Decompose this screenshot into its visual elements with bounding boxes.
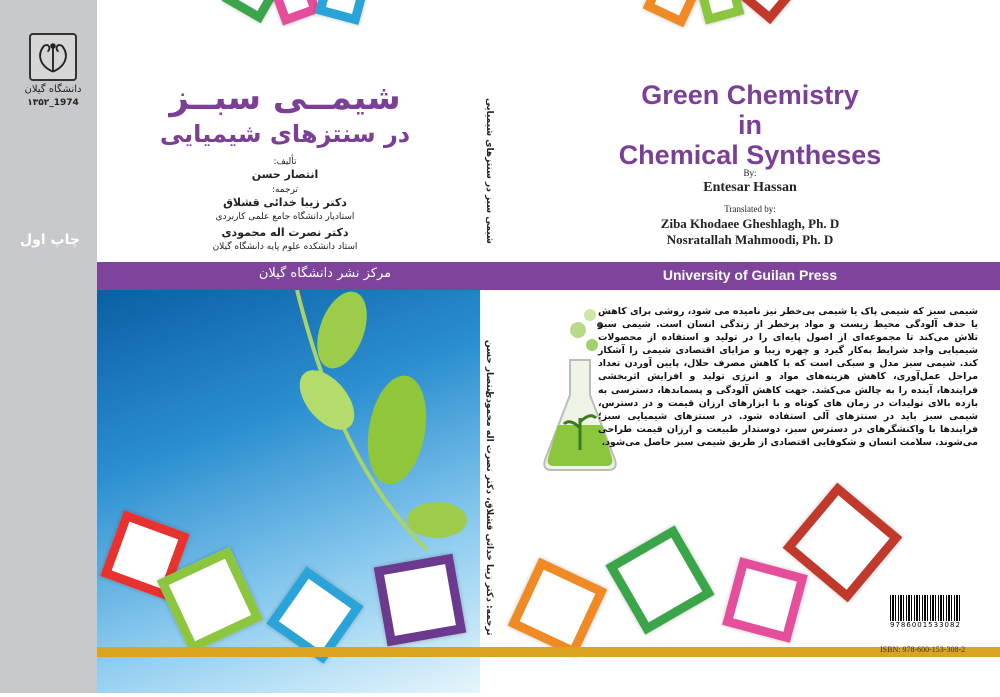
front-translator-1: دکتر زیبا خدائی قشلاق [223,196,347,209]
decor-square [315,0,370,25]
translation-label: ترجمه: [271,185,299,195]
front-translator-2: دکتر نصرت اله محمودی [221,226,349,239]
translated-label: Translated by: [724,204,776,214]
spine-translators: ترجمه: دکتر زیبا خدائی قشلاق، دکتر نصرت اله محمودی [484,390,494,636]
spine-title: شیمی سبز در سنتزهای شیمیایی [484,98,494,244]
spine-author: انتصار حسن [484,340,494,395]
logo-text: دانشگاه گیلان [24,84,82,95]
university-logo-icon [29,33,77,81]
back-translator-1: Ziba Khodaee Gheshlagh, Ph. D [660,216,840,231]
title-line: Chemical Syntheses [618,140,882,170]
back-blurb: شیمی سبز که شیمی پاک یا شیمی بی‌خطر نیز نامیده می شود، روشی برای کاهش یا حذف آلودگی محیط زیست و مواد پرخطر از زندگی انسان است. شیمی سبز تلاش می‌کند تا مجموعه‌ای از اصول پایه‌ای را در تولید و استفاده از محصولات شیمیایی واجد شرایط به‌کار گیرد و چهره زیبا و مزایای اقتصادی شیمی را آشکار کند. شیمی سبز مدل و سبکی است که با کاهش مصرف حلال، پایین آوردن تعداد مراحل عمل‌آوری، کاهش هزینه‌های مواد و انرژی تولید و افزایش اثربخشی فرایندها، آینده را به چالش می‌کشد. جهت کاهش آلودگی و پسماندها، دسترسی به بازده بالای تولیدات در زمان های کوتاه و با ابزارهای ارزان قیمت و در دسترس، شیمی سبز باید در سنتزهای آلی استفاده شود. در سنتزهای شیمیایی سبز؛ فرایندها با واکنشگرهای در دسترس سبز، دوستدار طبیعت و ارزان قیمت طراحی می‌شوند. سلامت انسان و شکوفایی اقتصادی از طریق شیمی سبز حاصل می‌شود. [598,306,978,448]
spine [480,90,502,650]
front-subtitle: در سنتزهای شیمیایی [159,120,411,148]
decor-square [696,0,745,24]
front-author: انتصار حسن [251,168,319,181]
barcode [886,592,964,636]
barcode-number: 9786001533082 [890,621,961,629]
publisher-fa: مرکز نشر دانشگاه گیلان [258,266,392,281]
title-line: in [738,110,762,140]
edition-label: چاپ اول [20,232,80,248]
decor-square [269,0,320,26]
by-label: By: [743,168,757,178]
decor-square [643,0,703,27]
back-translator-2: Nosratallah Mahmoodi, Ph. D [666,232,834,247]
logo-year: ۱۳۵۲_1974 [27,98,79,108]
gold-strip [97,647,1000,657]
decor-square [722,557,808,643]
decor-square [605,525,714,634]
author-label: تألیف: [273,157,297,167]
back-author: Entesar Hassan [703,180,797,195]
front-translator-2-affiliation: استاد دانشکده علوم پایه دانشگاه گیلان [212,242,358,252]
isbn: ISBN: 978-600-153-308-2 [880,645,966,654]
title-line: Green Chemistry [641,80,859,110]
front-title: شیمــی سبــز [169,78,401,118]
publisher-en: University of Guilan Press [662,267,838,283]
back-title [600,80,900,170]
front-translator-1-affiliation: استادیار دانشگاه جامع علمی کاربردی [215,212,355,222]
barcode-bars [890,595,960,621]
decor-square [374,554,467,647]
decor-square [508,558,608,658]
decor-square [736,0,799,24]
